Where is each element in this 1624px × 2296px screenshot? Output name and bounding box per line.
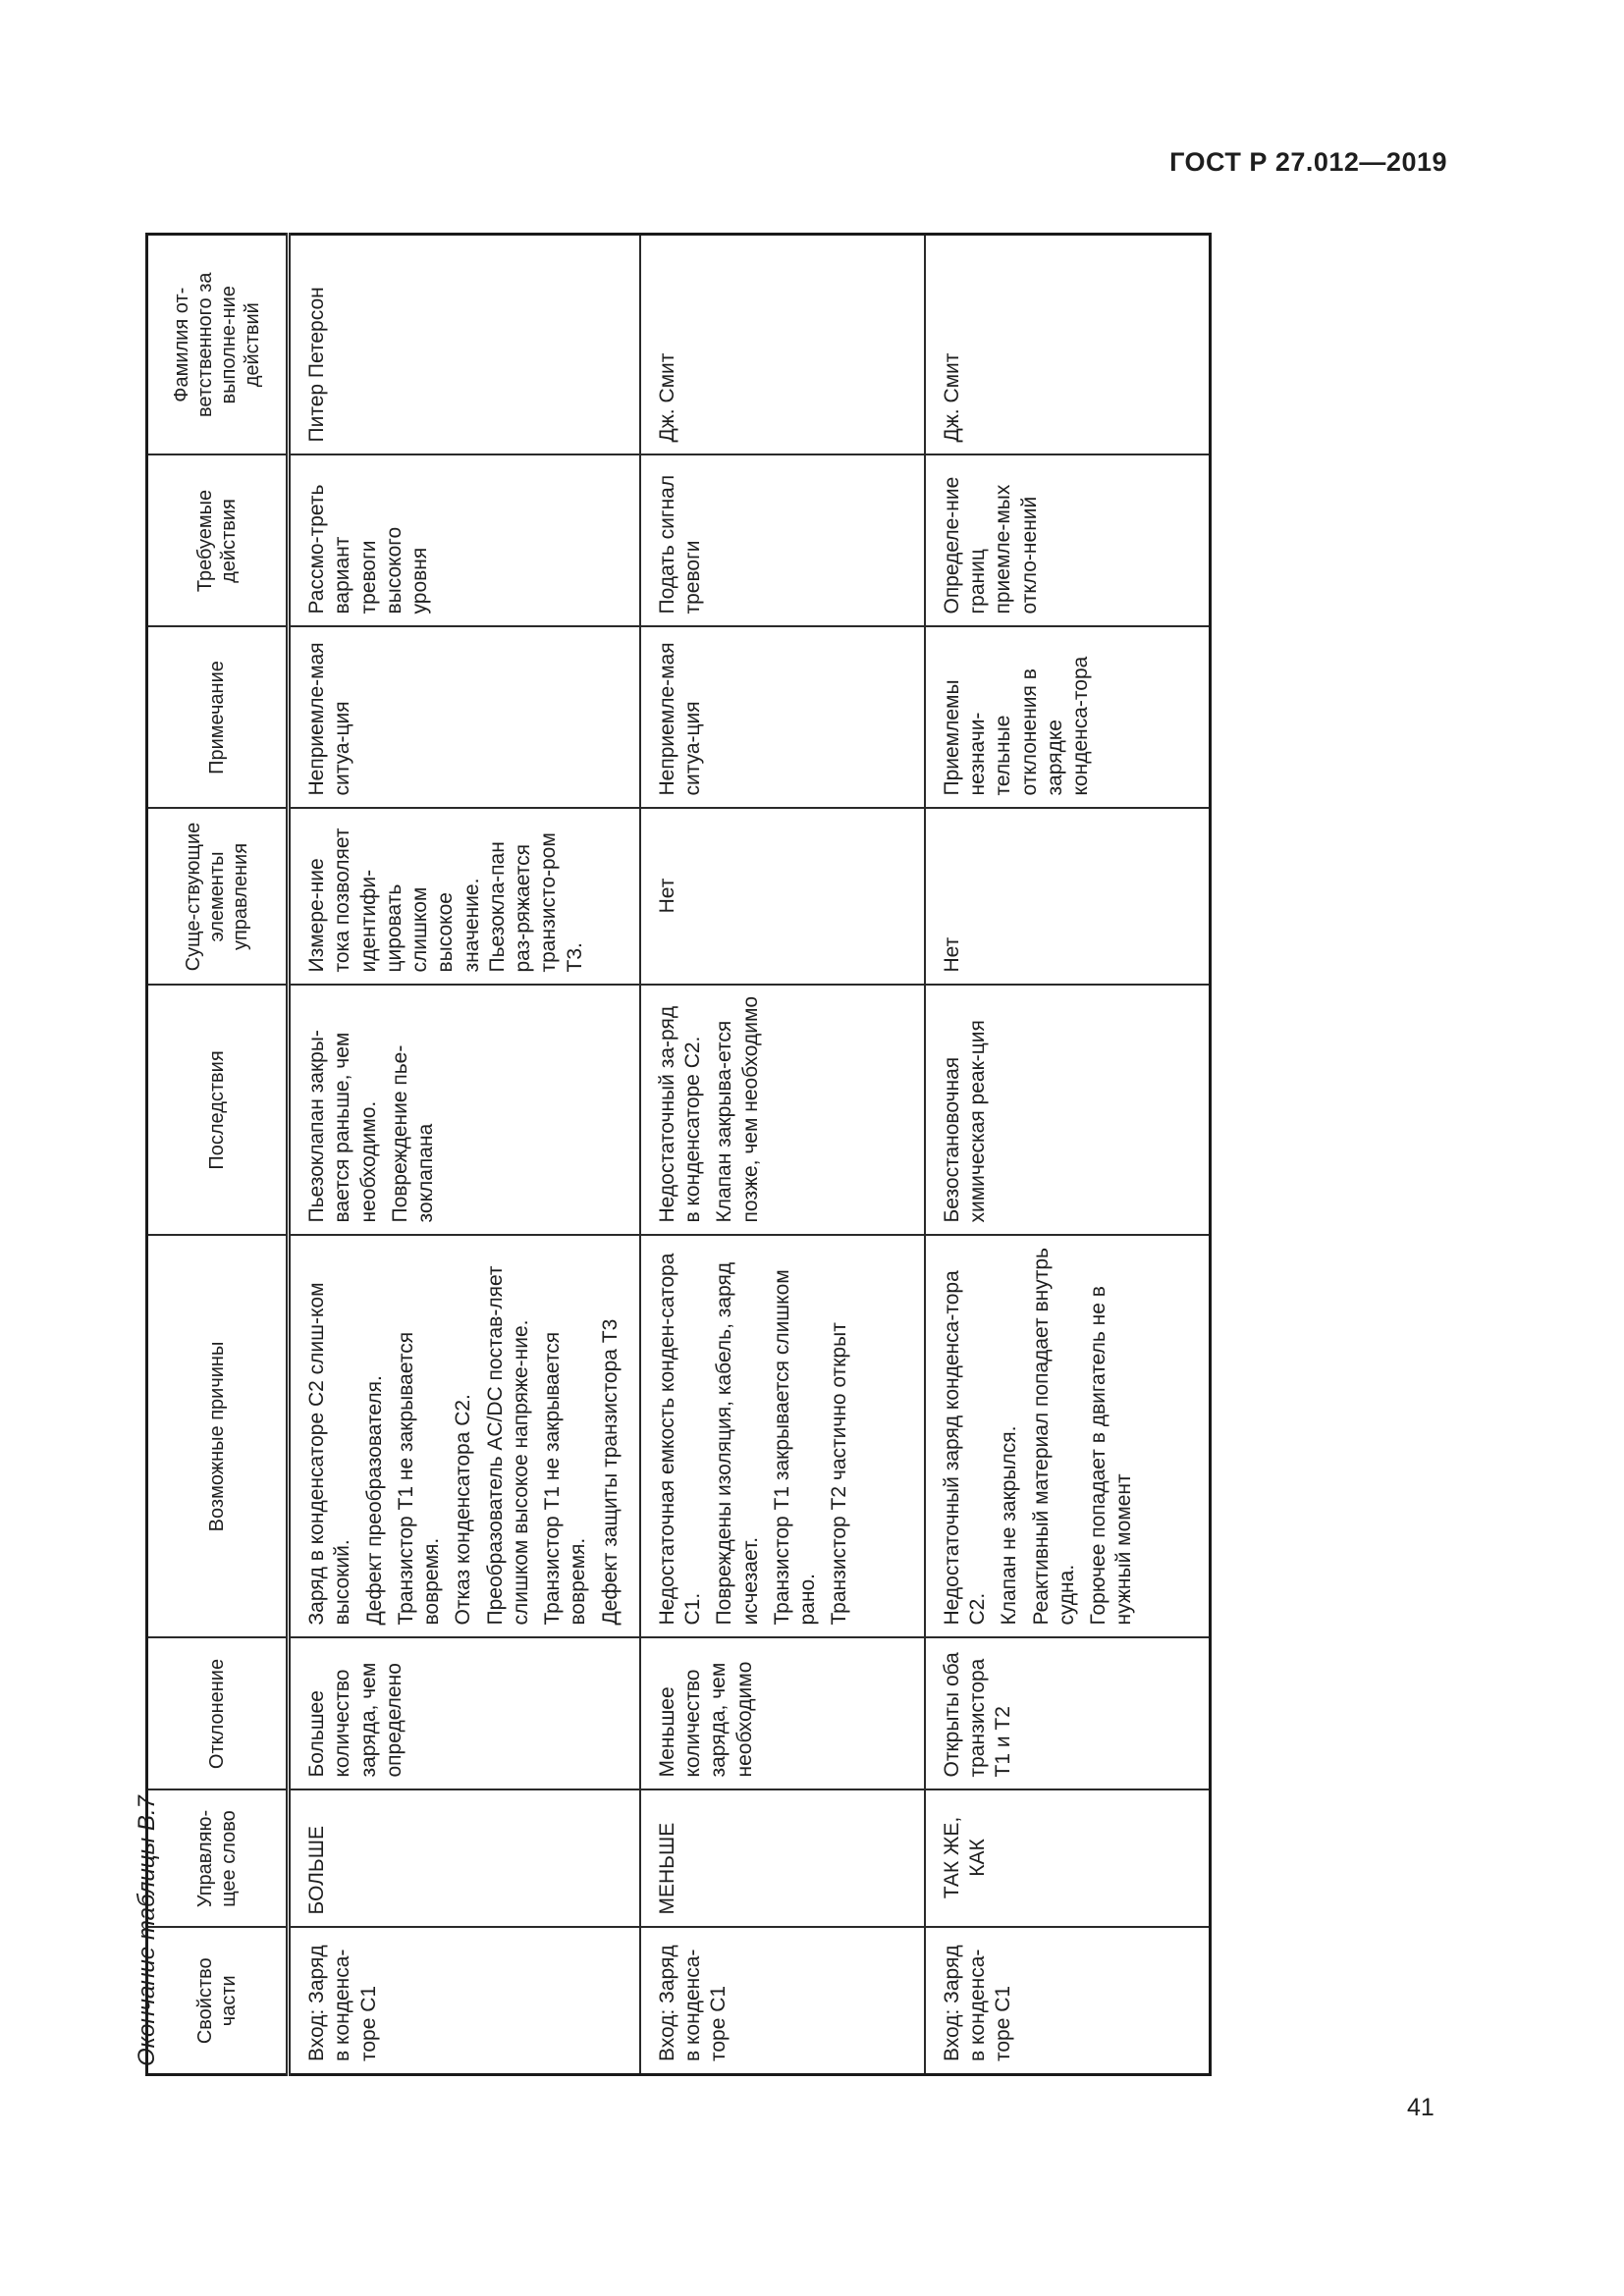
column-header: Последствия bbox=[147, 986, 289, 1236]
cell-guide-word: БОЛЬШЕ bbox=[289, 1790, 640, 1928]
cell-causes bbox=[289, 1236, 640, 1638]
cell-actions: Рассмо-треть вариант тревоги высокого уровня bbox=[289, 455, 640, 627]
cause-item: Транзистор Т2 частично открыт bbox=[828, 1322, 851, 1626]
cell-note: Неприемле-мая ситуа-ция bbox=[289, 627, 640, 809]
cause-item: Транзистор Т1 закрывается слишком рано. bbox=[770, 1269, 819, 1626]
cell-consequences bbox=[925, 986, 1211, 1236]
cell-causes bbox=[640, 1236, 925, 1638]
column-header: Отклонение bbox=[147, 1638, 289, 1790]
table-header-row bbox=[147, 235, 289, 2075]
column-header: Возможные причины bbox=[147, 1236, 289, 1638]
cause-item: Отказ конденсатора С2. bbox=[452, 1394, 475, 1626]
cause-item: Транзистор Т1 не закрывается вовремя. bbox=[541, 1331, 590, 1626]
cell-actions: Определе-ние границ приемле-мых откло-нений bbox=[925, 455, 1211, 627]
cell-property: Вход: Заряд в конденса-торе С1 bbox=[289, 1928, 640, 2075]
consequence-item: Безостановочная химическая реак-ция bbox=[940, 1020, 989, 1223]
table-row bbox=[640, 235, 925, 2075]
cell-note: Неприемле-мая ситуа-ция bbox=[640, 627, 925, 809]
cause-item: Реактивный материал попадает внутрь судна. bbox=[1029, 1248, 1078, 1626]
column-header: Суще-ствующие элементы управления bbox=[147, 809, 289, 986]
cell-actions: Подать сигнал тревоги bbox=[640, 455, 925, 627]
cause-item: Горючее попадает в двигатель не в нужный момент bbox=[1087, 1286, 1136, 1626]
cell-causes bbox=[925, 1236, 1211, 1638]
table-row bbox=[289, 235, 640, 2075]
cause-item: Заряд в конденсаторе С2 слиш-ком высокий. bbox=[305, 1282, 354, 1626]
cell-controls: Измере-ние тока позволяет идентифи-цировать слишком высокое значение. Пьезокла-пан раз-ряжается транзисто-ром Т3. bbox=[289, 809, 640, 986]
cell-deviation: Большее количество заряда, чем определено bbox=[289, 1638, 640, 1790]
cell-deviation: Меньшее количество заряда, чем необходимо bbox=[640, 1638, 925, 1790]
cell-consequences bbox=[640, 986, 925, 1236]
cell-deviation: Открыты оба транзистора Т1 и Т2 bbox=[925, 1638, 1211, 1790]
cell-note: Приемлемы незначи-тельные отклонения в зарядке конденса-тора bbox=[925, 627, 1211, 809]
cause-item: Повреждены изоляция, кабель, заряд исчезает. bbox=[713, 1261, 762, 1626]
cell-guide-word: ТАК ЖЕ, КАК bbox=[925, 1790, 1211, 1928]
consequence-item: Клапан закрыва-ется позже, чем необходимо bbox=[713, 995, 762, 1223]
cell-responsible: Дж. Смит bbox=[925, 235, 1211, 455]
cell-responsible: Питер Петерсон bbox=[289, 235, 640, 455]
cell-controls: Нет bbox=[640, 809, 925, 986]
consequence-item: Пьезоклапан закры-вается раньше, чем необходимо. bbox=[305, 1030, 380, 1223]
column-header: Управляю-щее слово bbox=[147, 1790, 289, 1928]
consequence-item: Повреждение пье-зоклапана bbox=[388, 1044, 437, 1223]
cell-property: Вход: Заряд в конденса-торе С1 bbox=[925, 1928, 1211, 2075]
column-header: Свойство части bbox=[147, 1928, 289, 2075]
table-row bbox=[925, 235, 1211, 2075]
standard-designation: ГОСТ Р 27.012—2019 bbox=[1169, 147, 1447, 177]
cell-controls: Нет bbox=[925, 809, 1211, 986]
cause-item: Дефект преобразователя. bbox=[362, 1375, 386, 1626]
consequence-item: Недостаточный за-ряд в конденсаторе С2. bbox=[655, 1005, 704, 1223]
cause-item: Недостаточная емкость конден-сатора С1. bbox=[655, 1253, 704, 1626]
column-header: Требуемые действия bbox=[147, 455, 289, 627]
cell-responsible: Дж. Смит bbox=[640, 235, 925, 455]
column-header: Фамилия от-ветственного за выполне-ние действий bbox=[147, 235, 289, 455]
cell-consequences bbox=[289, 986, 640, 1236]
cause-item: Клапан не закрылся. bbox=[998, 1425, 1021, 1626]
cause-item: Преобразователь AC/DC постав-ляет слишком высокое напряже-ние. bbox=[483, 1265, 532, 1626]
cause-item: Дефект защиты транзистора Т3 bbox=[598, 1318, 622, 1626]
cell-guide-word: МЕНЬШЕ bbox=[640, 1790, 925, 1928]
cause-item: Транзистор Т1 не закрывается вовремя. bbox=[394, 1331, 443, 1626]
cause-item: Недостаточный заряд конденса-тора С2. bbox=[940, 1270, 989, 1626]
hazop-table bbox=[145, 233, 1212, 2076]
column-header: Примечание bbox=[147, 627, 289, 809]
table-caption: Окончание таблицы В.7 bbox=[134, 1795, 160, 2066]
page-number: 41 bbox=[1407, 2094, 1435, 2121]
cell-property: Вход: Заряд в конденса-торе С1 bbox=[640, 1928, 925, 2075]
rotated-table-wrapper bbox=[145, 236, 1201, 2076]
